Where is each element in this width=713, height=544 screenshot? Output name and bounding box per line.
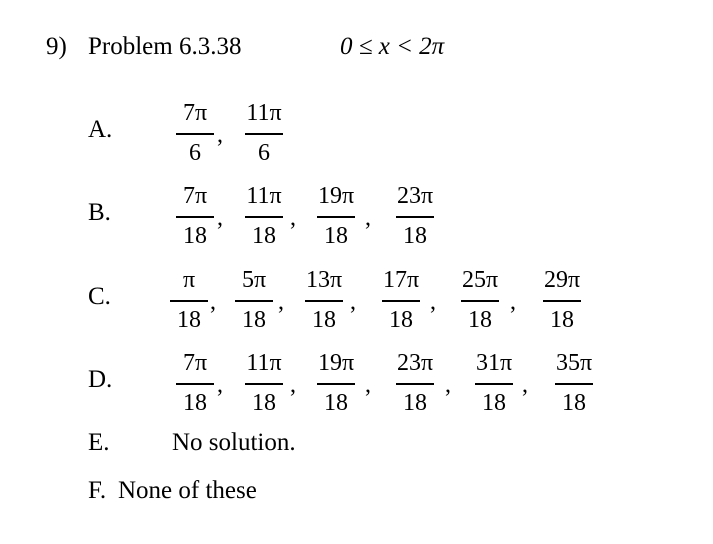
option-c[interactable]	[0, 268, 713, 338]
option-label: A.	[88, 116, 113, 143]
numerator: π	[182, 267, 196, 293]
problem-title: Problem 6.3.38	[88, 33, 242, 60]
numerator: 31π	[475, 350, 513, 376]
fraction-bar	[555, 383, 593, 385]
fraction-bar	[475, 383, 513, 385]
denominator: 18	[242, 307, 266, 333]
separator-comma: ,	[217, 205, 223, 231]
separator-comma: ,	[365, 205, 371, 231]
separator-comma: ,	[290, 372, 296, 398]
option-d[interactable]	[0, 351, 713, 421]
option-e[interactable]	[0, 430, 713, 462]
option-label: E.	[88, 429, 110, 456]
fraction-bar	[543, 300, 581, 302]
denominator: 18	[252, 223, 276, 249]
fraction-bar	[396, 383, 434, 385]
fraction-bar	[245, 133, 283, 135]
numerator: 29π	[543, 267, 581, 293]
denominator: 18	[252, 390, 276, 416]
option-a[interactable]	[0, 101, 713, 171]
separator-comma: ,	[290, 205, 296, 231]
option-text: None of these	[118, 477, 257, 504]
denominator: 18	[183, 223, 207, 249]
separator-comma: ,	[278, 289, 284, 315]
fraction-bar	[245, 383, 283, 385]
numerator: 7π	[182, 100, 208, 126]
fraction-bar	[396, 216, 434, 218]
denominator: 18	[562, 390, 586, 416]
numerator: 11π	[246, 350, 282, 376]
numerator: 17π	[382, 267, 420, 293]
fraction-bar	[170, 300, 208, 302]
numerator: 23π	[396, 350, 434, 376]
numerator: 25π	[461, 267, 499, 293]
numerator: 19π	[317, 183, 355, 209]
numerator: 11π	[246, 100, 282, 126]
option-f[interactable]	[0, 478, 713, 510]
numerator: 13π	[305, 267, 343, 293]
numerator: 7π	[182, 183, 208, 209]
fraction-bar	[305, 300, 343, 302]
option-label: C.	[88, 283, 111, 310]
separator-comma: ,	[217, 372, 223, 398]
denominator: 18	[550, 307, 574, 333]
denominator: 18	[324, 223, 348, 249]
denominator: 18	[183, 390, 207, 416]
separator-comma: ,	[510, 289, 516, 315]
fraction-bar	[245, 216, 283, 218]
fraction-bar	[176, 216, 214, 218]
fraction-bar	[382, 300, 420, 302]
separator-comma: ,	[365, 372, 371, 398]
denominator: 18	[403, 223, 427, 249]
fraction-bar	[317, 383, 355, 385]
option-b[interactable]	[0, 184, 713, 254]
option-label: F.	[88, 477, 107, 504]
option-text: No solution.	[172, 429, 296, 456]
fraction-bar	[461, 300, 499, 302]
separator-comma: ,	[217, 122, 223, 148]
option-label: D.	[88, 366, 113, 393]
numerator: 35π	[555, 350, 593, 376]
denominator: 6	[189, 140, 201, 166]
question-number: 9)	[46, 33, 67, 60]
fraction-bar	[176, 383, 214, 385]
denominator: 18	[177, 307, 201, 333]
domain-condition: 0 ≤ x < 2π	[340, 33, 445, 60]
numerator: 11π	[246, 183, 282, 209]
numerator: 23π	[396, 183, 434, 209]
denominator: 18	[389, 307, 413, 333]
fraction-bar	[235, 300, 273, 302]
separator-comma: ,	[210, 289, 216, 315]
fraction-bar	[176, 133, 214, 135]
separator-comma: ,	[522, 372, 528, 398]
numerator: 7π	[182, 350, 208, 376]
numerator: 19π	[317, 350, 355, 376]
separator-comma: ,	[445, 372, 451, 398]
denominator: 18	[403, 390, 427, 416]
denominator: 18	[324, 390, 348, 416]
denominator: 18	[482, 390, 506, 416]
denominator: 6	[258, 140, 270, 166]
numerator: 5π	[241, 267, 267, 293]
separator-comma: ,	[430, 289, 436, 315]
denominator: 18	[312, 307, 336, 333]
option-label: B.	[88, 199, 111, 226]
separator-comma: ,	[350, 289, 356, 315]
denominator: 18	[468, 307, 492, 333]
fraction-bar	[317, 216, 355, 218]
